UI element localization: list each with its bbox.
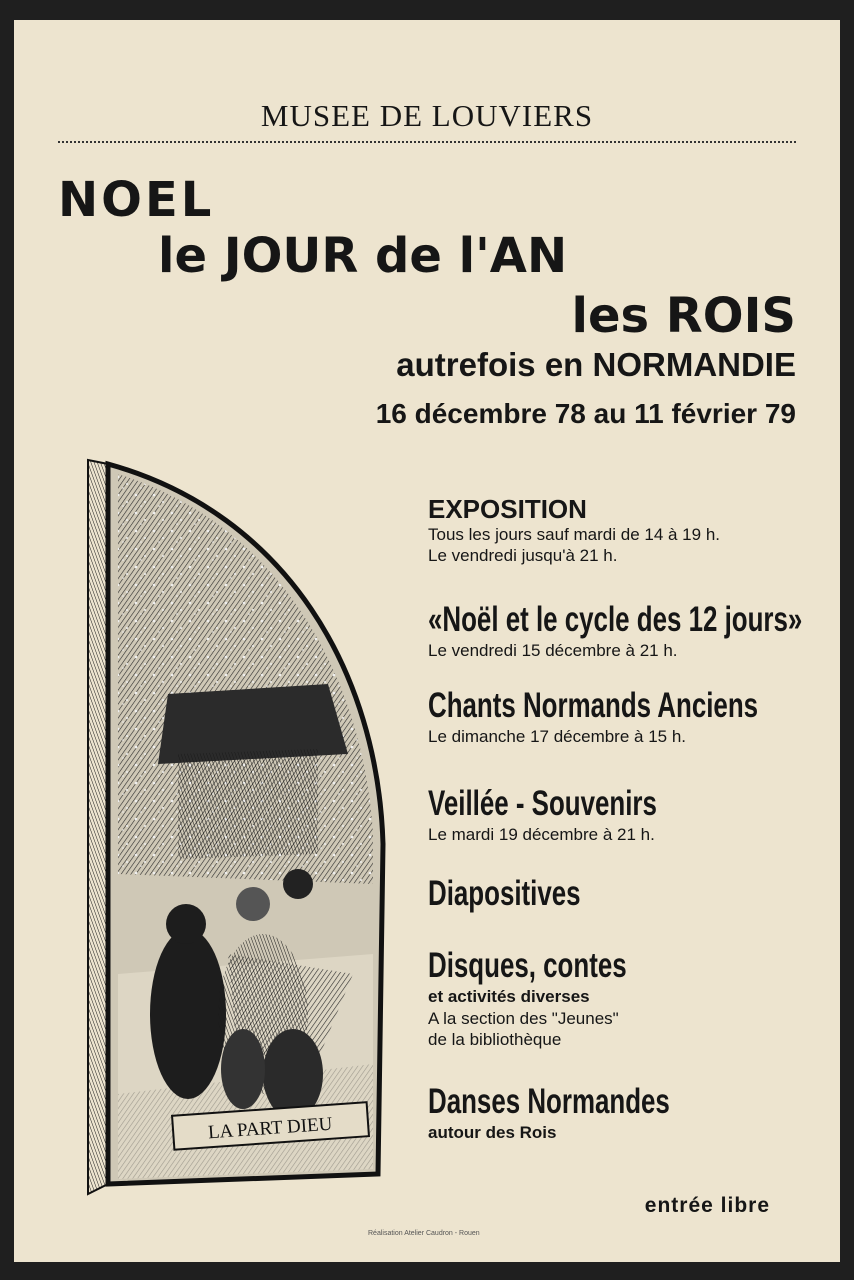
event-chants [428, 686, 828, 784]
event-title: «Noël et le cycle des 12 jours» [428, 600, 803, 639]
illustration-inscription: LA PART DIEU [207, 1113, 334, 1144]
event-line: A la section des "Jeunes" [428, 1009, 619, 1028]
event-title: Diapositives [428, 874, 581, 913]
events-list [428, 494, 828, 1144]
event-subtitle: autour des Rois [428, 1123, 557, 1142]
event-title: EXPOSITION [428, 494, 587, 524]
event-line: Tous les jours sauf mardi de 14 à 19 h. [428, 525, 720, 544]
headline-autrefois: autrefois en NORMANDIE [396, 346, 796, 383]
event-disques [428, 946, 828, 1082]
event-noel-cycle [428, 600, 828, 686]
event-line: Le mardi 19 décembre à 21 h. [428, 825, 655, 844]
event-subtitle: et activités diverses [428, 987, 590, 1006]
event-diapositives [428, 874, 828, 946]
headline-jour-de-lan: le JOUR de l'AN [158, 228, 568, 284]
poster [14, 20, 840, 1262]
event-line: Le vendredi 15 décembre à 21 h. [428, 641, 678, 660]
event-veillee [428, 784, 828, 874]
printer-credit: Réalisation Atelier Caudron - Rouen [368, 1230, 480, 1237]
headline-noel: NOEL [58, 172, 215, 228]
event-line: de la bibliothèque [428, 1030, 562, 1049]
free-entry: entrée libre [644, 1194, 770, 1217]
engraving-illustration [78, 454, 398, 1204]
event-title: Disques, contes [428, 946, 627, 985]
exhibition-dates: 16 décembre 78 au 11 février 79 [375, 398, 796, 429]
event-danses [428, 1082, 828, 1144]
event-title: Danses Normandes [428, 1082, 670, 1121]
event-line: Le dimanche 17 décembre à 15 h. [428, 727, 687, 746]
event-title: Chants Normands Anciens [428, 686, 759, 725]
event-title: Veillée - Souvenirs [428, 784, 657, 823]
event-line: Le vendredi jusqu'à 21 h. [428, 546, 618, 565]
headline-les-rois: les ROIS [571, 288, 796, 344]
event-exposition [428, 494, 828, 600]
dotted-divider [58, 141, 796, 143]
museum-name: MUSEE DE LOUVIERS [260, 98, 594, 133]
